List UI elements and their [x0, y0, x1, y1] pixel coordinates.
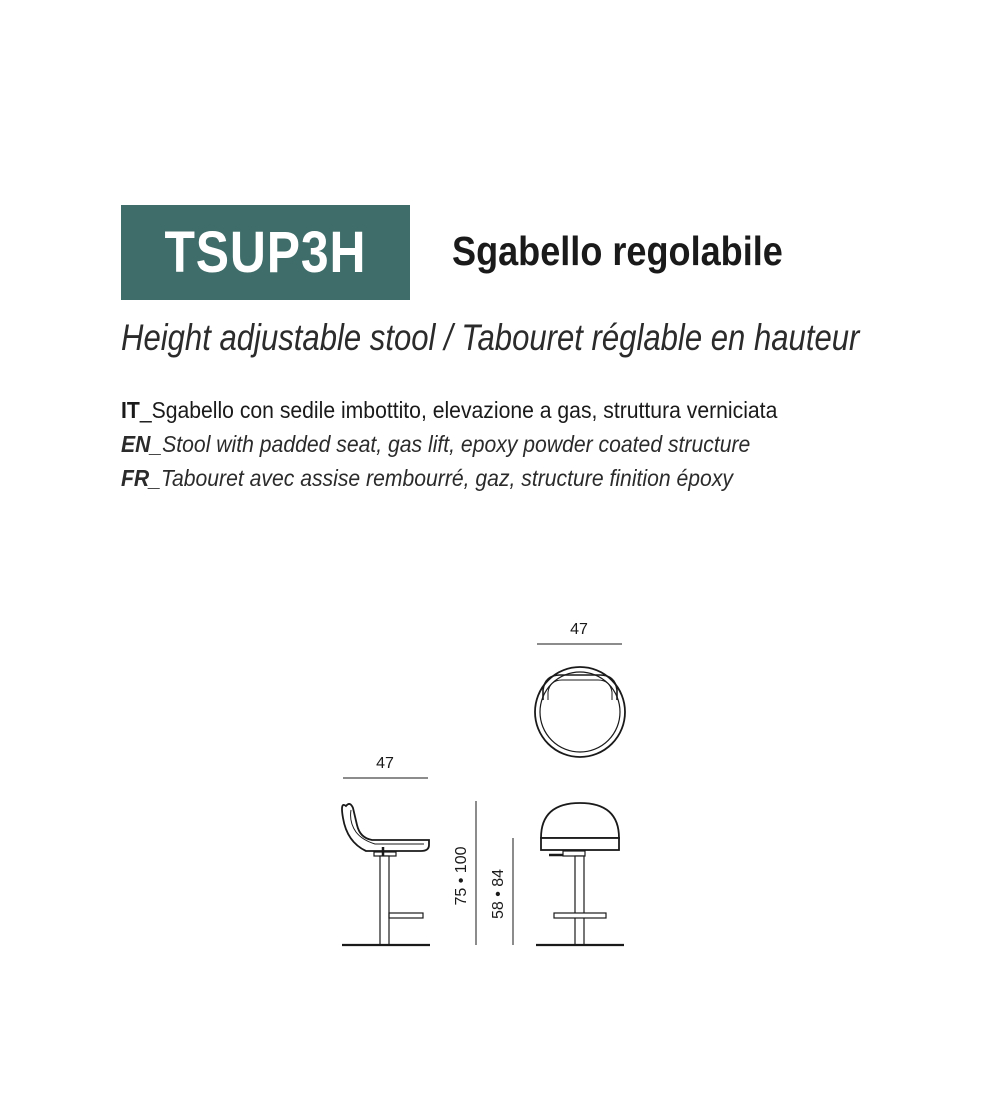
top-view-backrest	[543, 675, 617, 700]
side-view-width-label: 47	[376, 755, 394, 772]
seat-height-label: 58 • 84	[490, 868, 507, 920]
front-view-gas-mechanism	[563, 851, 585, 856]
overall-height-label: 75 • 100	[453, 846, 470, 906]
front-view-column	[575, 856, 584, 945]
language-code-en: EN	[121, 431, 151, 457]
product-subtitle: Height adjustable stool / Tabouret réglable en hauteur	[121, 317, 860, 358]
top-view-width-label: 47	[570, 621, 588, 638]
front-view-seat	[541, 838, 619, 850]
side-view-column	[380, 856, 389, 945]
description-text-fr: _Tabouret avec assise rembourré, gaz, structure finition époxy	[149, 465, 734, 491]
description-text-it: _Sgabello con sedile imbottito, elevazione a gas, struttura verniciata	[139, 397, 778, 423]
description-text-en: _Stool with padded seat, gas lift, epoxy powder coated structure	[150, 431, 751, 457]
front-view-footrest	[554, 913, 606, 918]
front-view	[536, 803, 624, 945]
product-code: TSUP3H	[164, 220, 367, 285]
language-code-it: IT	[121, 397, 140, 423]
language-code-fr: FR	[121, 465, 150, 491]
product-title: Sgabello regolabile	[452, 228, 783, 274]
side-view-footrest	[389, 913, 423, 918]
side-view	[342, 778, 430, 945]
top-view-backrest-inner	[548, 680, 612, 700]
front-view-backrest	[541, 803, 619, 838]
top-view	[535, 644, 625, 757]
